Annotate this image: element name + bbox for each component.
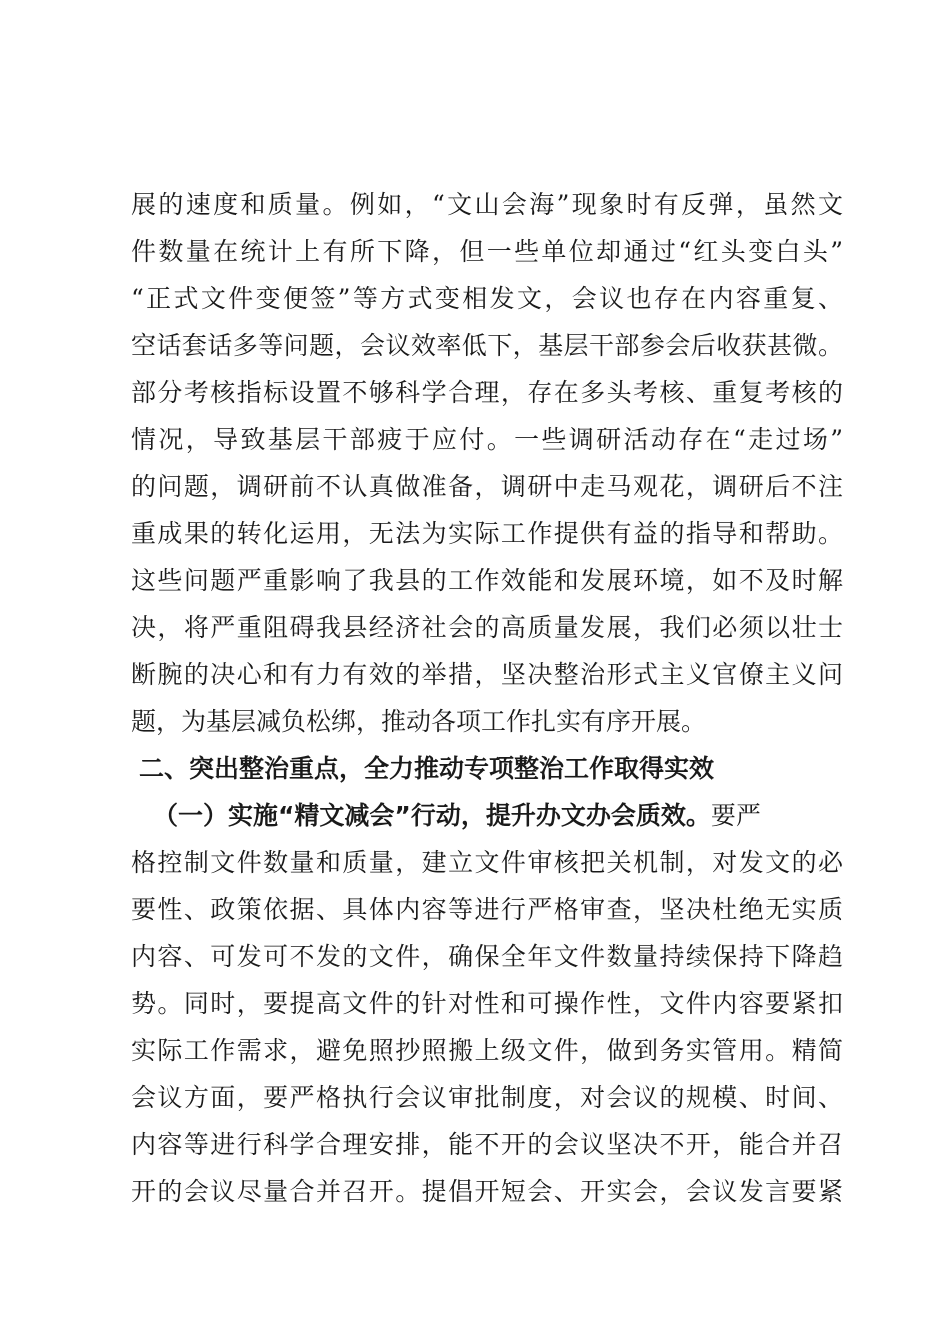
text-line: 空话套话多等问题，会议效率低下，基层干部参会后收获甚微。: [131, 331, 843, 360]
text-line: 决，将严重阻碍我县经济社会的高质量发展，我们必须以壮士: [131, 613, 843, 642]
text-line: 格控制文件数量和质量，建立文件审核把关机制，对发文的必: [131, 848, 843, 877]
subsection-heading: （一）实施“精文减会”行动，提升办文办会质效。: [153, 801, 711, 830]
text-fragment: 要严: [710, 801, 761, 830]
text-line: 断腕的决心和有力有效的举措，坚决整治形式主义官僚主义问: [131, 660, 843, 689]
text-line: “正式文件变便签”等方式变相发文，会议也存在内容重复、: [131, 284, 843, 313]
text-line: 这些问题严重影响了我县的工作效能和发展环境，如不及时解: [131, 566, 843, 595]
paragraph-problems: [131, 181, 843, 745]
text-line: 重成果的转化运用，无法为实际工作提供有益的指导和帮助。: [131, 519, 843, 548]
text-line: 实际工作需求，避免照抄照搬上级文件，做到务实管用。精简: [131, 1036, 843, 1065]
text-line: 内容等进行科学合理安排，能不开的会议坚决不开，能合并召: [131, 1130, 843, 1159]
paragraph-measures: [131, 792, 843, 1215]
text-line: 题，为基层减负松绑，推动各项工作扎实有序开展。: [131, 707, 707, 736]
subsection-first-line: [131, 792, 843, 839]
document-body: [131, 181, 843, 1215]
section-heading: 二、突出整治重点，全力推动专项整治工作取得实效: [139, 754, 715, 783]
text-line: 件数量在统计上有所下降，但一些单位却通过“红头变白头”: [131, 237, 843, 266]
text-line: 势。同时，要提高文件的针对性和可操作性，文件内容要紧扣: [131, 989, 843, 1018]
text-line: 展的速度和质量。例如，“文山会海”现象时有反弹，虽然文: [131, 190, 843, 219]
text-line: 情况，导致基层干部疲于应付。一些调研活动存在“走过场”: [131, 425, 843, 454]
text-line: 的问题，调研前不认真做准备，调研中走马观花，调研后不注: [131, 472, 843, 501]
text-line: 部分考核指标设置不够科学合理，存在多头考核、重复考核的: [131, 378, 843, 407]
text-line: 开的会议尽量合并召开。提倡开短会、开实会，会议发言要紧: [131, 1177, 843, 1206]
text-line: 要性、政策依据、具体内容等进行严格审查，坚决杜绝无实质: [131, 895, 843, 924]
text-line: 内容、可发可不发的文件，确保全年文件数量持续保持下降趋: [131, 942, 843, 971]
text-line: 会议方面，要严格执行会议审批制度，对会议的规模、时间、: [131, 1083, 843, 1112]
